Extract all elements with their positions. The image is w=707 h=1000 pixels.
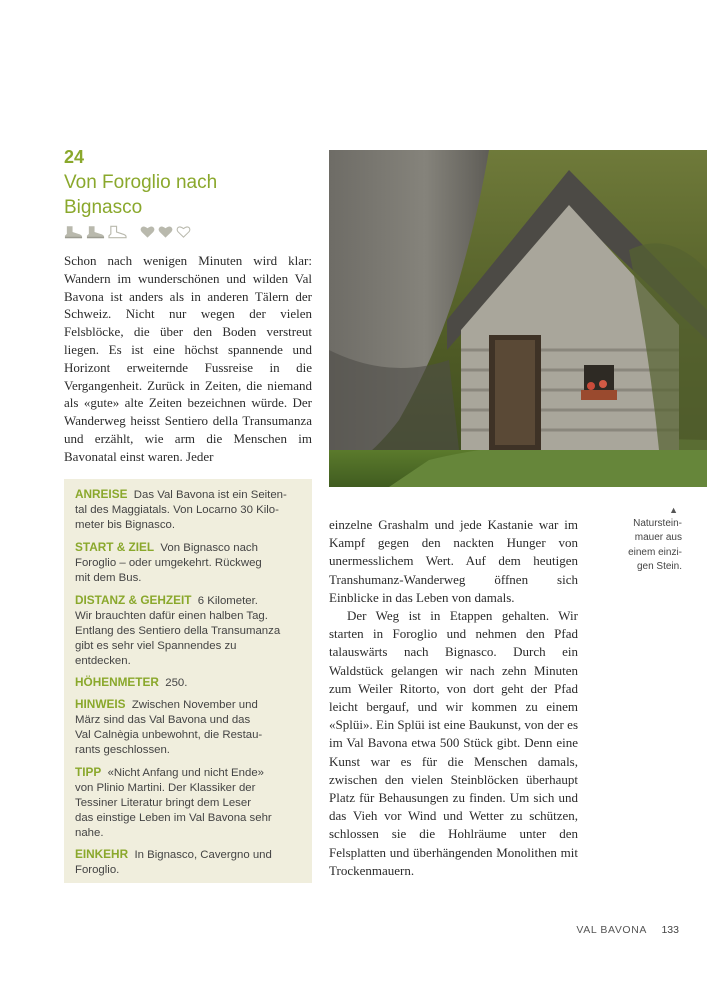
info-label: DISTANZ & GEHZEIT xyxy=(75,593,192,607)
info-entry-tipp xyxy=(75,765,305,841)
intro-paragraph xyxy=(64,252,312,466)
info-text: März sind das Val Bavona und das xyxy=(75,714,251,726)
info-text: In Bignasco, Cavergno und xyxy=(134,849,272,861)
info-text: gibt es sehr viel Spannendes zu xyxy=(75,640,237,652)
caption-line: gen Stein. xyxy=(636,561,682,573)
caption-line: einem einzi- xyxy=(628,546,682,558)
info-label: HINWEIS xyxy=(75,697,126,711)
info-label: ANREISE xyxy=(75,487,128,501)
info-text: tal des Maggiatals. Von Locarno 30 Kilo- xyxy=(75,504,279,516)
info-label: START & ZIEL xyxy=(75,540,155,554)
heart-outline-icon xyxy=(176,225,191,239)
body-column xyxy=(329,516,578,880)
body-paragraph: einzelne Grashalm und jede Kastanie war im Kampf gegen den nackten Hunger von unermesslichem Wert. Auf dem heutigen Transhumanz-Wanderweg öffnen sich Einblicke in das Leben von damals. xyxy=(329,517,578,605)
info-text: rants geschlossen. xyxy=(75,744,170,756)
info-label: HÖHENMETER xyxy=(75,675,159,689)
info-entry-start-ziel xyxy=(75,540,305,586)
route-ratings xyxy=(64,224,194,240)
info-text: Entlang des Sentiero della Transumanza xyxy=(75,625,281,637)
caption-arrow-icon: ▲ xyxy=(669,505,678,515)
info-text: Val Calnègia unbewohnt, die Restau- xyxy=(75,729,263,741)
photo-caption xyxy=(600,503,682,575)
info-text: nahe. xyxy=(75,827,104,839)
hiking-boot-icon xyxy=(86,225,105,239)
info-text: meter bis Bignasco. xyxy=(75,519,176,531)
info-text: mit dem Bus. xyxy=(75,572,142,584)
route-title-line: Von Foroglio nach xyxy=(64,172,218,193)
info-entry-distanz xyxy=(75,593,305,669)
intro-text: Schon nach wenigen Minuten wird klar: Wandern im wunderschönen und wilden Val Bavona ist anders als in anderen Tälern der Schweiz. Nicht nur wegen der vielen Felsblöcke, die über den Boden verstreut liegen. Es ist eine höchst spannende und Horizont erweiternde Fussreise in die Vergangenheit. Zurück in Zeiten, die niemand als «gute» alte Zeiten bezeichnen würde. Der Wanderweg heisst Sentiero della Transumanza und erzählt, wie arm die Menschen im Bavonatal einst waren. Jeder xyxy=(64,253,312,464)
info-text: Wir brauchten dafür einen halben Tag. xyxy=(75,610,268,622)
info-text: das einstige Leben im Val Bavona sehr xyxy=(75,812,272,824)
info-text: Zwischen November und xyxy=(131,699,258,711)
caption-line: mauer aus xyxy=(634,532,682,544)
caption-line: Naturstein- xyxy=(633,518,682,529)
route-number: 24 xyxy=(64,147,85,167)
info-text: entdecken. xyxy=(75,655,131,667)
info-label: TIPP xyxy=(75,765,102,779)
route-title-line: Bignasco xyxy=(64,197,143,218)
info-box xyxy=(64,479,312,883)
info-text: «Nicht Anfang und nicht Ende» xyxy=(107,767,264,779)
info-text: 250. xyxy=(165,677,188,689)
info-label: EINKEHR xyxy=(75,847,129,861)
info-entry-einkehr xyxy=(75,847,305,878)
hiking-boot-outline-icon xyxy=(108,225,127,239)
info-text: Das Val Bavona ist ein Seiten- xyxy=(133,489,287,501)
stone-hut-photo xyxy=(329,150,707,487)
info-text: 6 Kilometer. xyxy=(197,595,258,607)
info-text: Foroglio. xyxy=(75,864,120,876)
info-entry-anreise xyxy=(75,487,305,533)
info-text: Von Bignasco nach xyxy=(160,542,258,554)
heart-icon xyxy=(158,225,173,239)
route-title xyxy=(64,170,314,220)
info-text: Tessiner Literatur bringt dem Leser xyxy=(75,797,252,809)
page-number: 133 xyxy=(661,924,679,936)
body-paragraph: Der Weg ist in Etappen gehalten. Wir starten in Foroglio und nehmen den Pfad talauswärts nach Bignasco. Durch ein Waldstück gelangen wir nach zehn Minuten zum Weiler Ritorto, von dort geht der Pfad leicht bergauf, und wir kommen zu einem «Splüi». Ein Splüi ist eine Baukunst, von der es im Val Bavona etwa 500 Stück gibt. Denn eine Kunst war es für die Menschen damals, zwischen den vielen Steinblöcken überhaupt Platz für Behausungen zu finden. Um sich und das Vieh vor Wind und Wetter zu schützen, schlossen sie die Hohlräume unter den Felsplatten und überhängenden Monolithen mit Trockenmauern. xyxy=(329,608,578,878)
info-text: von Plinio Martini. Der Klassiker der xyxy=(75,782,256,794)
info-entry-hoehenmeter xyxy=(75,675,305,691)
info-text: Foroglio – oder umgekehrt. Rückweg xyxy=(75,557,262,569)
footer-section-name: VAL BAVONA xyxy=(576,924,647,936)
hiking-boot-icon xyxy=(64,225,83,239)
info-entry-hinweis xyxy=(75,697,305,758)
heart-icon xyxy=(140,225,155,239)
